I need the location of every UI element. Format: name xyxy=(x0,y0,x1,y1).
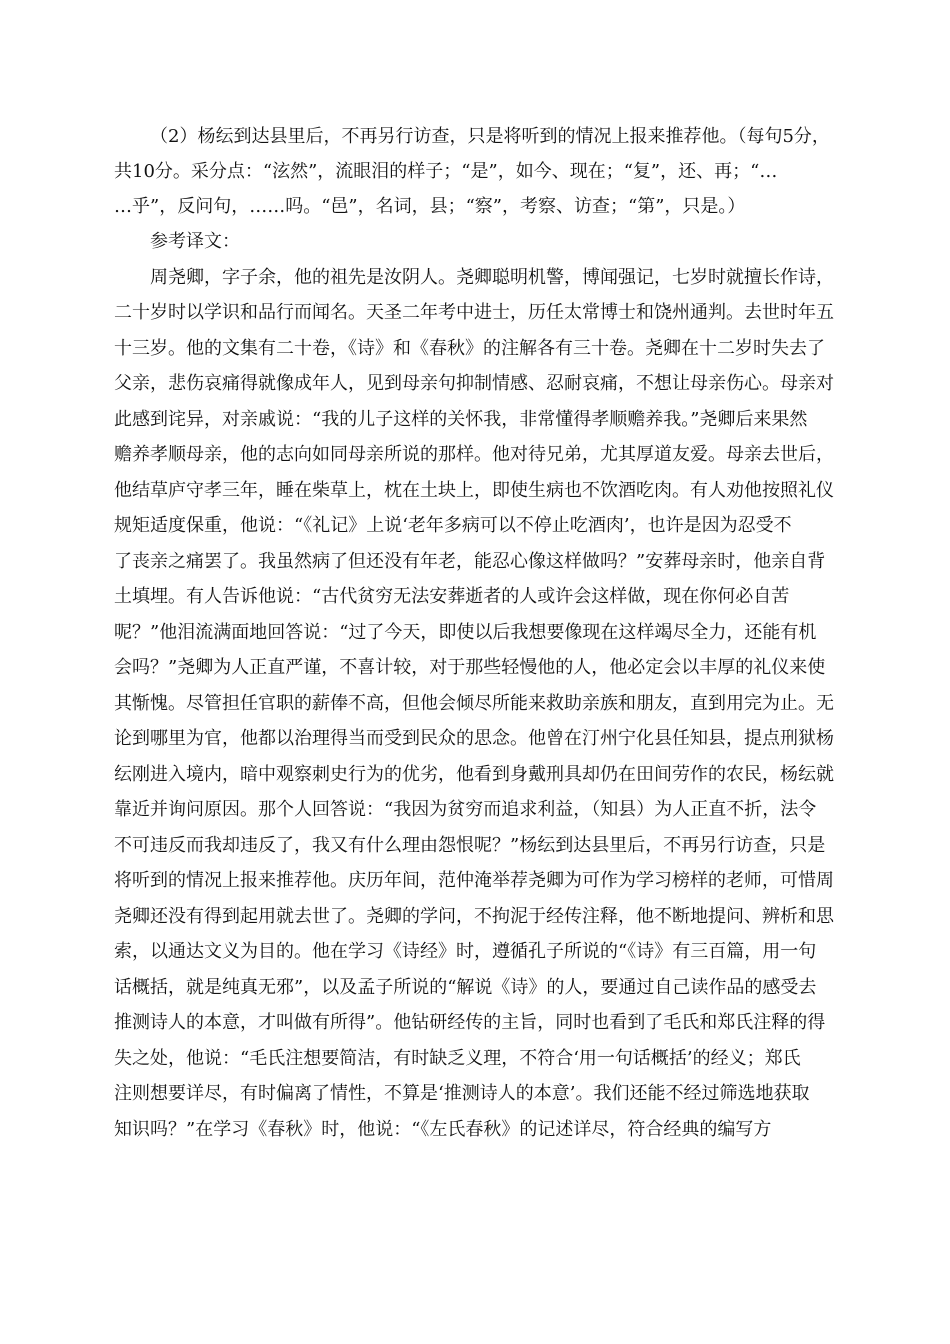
answer-line: 共10分。采分点：“泫然”，流眼泪的样子；“是”，如今、现在；“复”，还、再；“… xyxy=(114,161,778,182)
translation-line: 推测诗人的本意，才叫做有所得”。他钻研经传的主旨，同时也看到了毛氏和郑氏注释的得 xyxy=(114,1012,826,1033)
translation-line: 他结草庐守孝三年，睡在柴草上，枕在土块上，即使生病也不饮酒吃肉。有人劝他按照礼仪 xyxy=(114,480,834,501)
translation-line: 尧卿还没有得到起用就去世了。尧卿的学问，不拘泥于经传注释，他不断地提问、辨析和思 xyxy=(114,906,834,927)
translation-line: 将听到的情况上报来推荐他。庆历年间，范仲淹举荐尧卿为可作为学习榜样的老师，可惜周 xyxy=(114,870,834,891)
translation-line: 不可违反而我却违反了，我又有什么理由怨恨呢？”杨纭到达县里后，不再另行访查，只是 xyxy=(114,835,826,856)
translation-line: 失之处，他说：“毛氏注想要简洁，有时缺乏义理，不符合‘用一句话概括’的经义；郑氏 xyxy=(114,1048,801,1069)
translation-line: 赡养孝顺母亲，他的志向如同母亲所说的那样。他对待兄弟，尤其厚道友爱。母亲去世后， xyxy=(114,444,834,465)
translation-line: 纭刚进入境内，暗中观察刺史行为的优劣，他看到身戴刑具却仍在田间劳作的农民，杨纭就 xyxy=(114,764,834,785)
translation-line: 二十岁时以学识和品行而闻名。天圣二年考中进士，历任太常博士和饶州通判。去世时年五 xyxy=(114,302,834,323)
answer-line: （2）杨纭到达县里后，不再另行访查，只是将听到的情况上报来推荐他。（每句5分， xyxy=(150,126,830,147)
translation-line: 索，以通达文义为目的。他在学习《诗经》时，遵循孔子所说的“《诗》有三百篇，用一句 xyxy=(114,941,817,962)
translation-line: 十三岁。他的文集有二十卷，《诗》和《春秋》的注解各有三十卷。尧卿在十二岁时失去了 xyxy=(114,338,825,359)
translation-line: 了丧亲之痛罢了。我虽然病了但还没有年老，能忍心像这样做吗？”安葬母亲时，他亲自背 xyxy=(114,551,826,572)
translation-line: 靠近并询问原因。那个人回答说：“我因为贫穷而追求利益，（知县）为人正直不折，法令 xyxy=(114,799,817,820)
translation-line: 注则想要详尽，有时偏离了情性，不算是‘推测诗人的本意’。我们还能不经过筛选地获取 xyxy=(114,1083,810,1104)
translation-line: 周尧卿，字子余，他的祖先是汝阴人。尧卿聪明机警，博闻强记，七岁时就擅长作诗， xyxy=(150,267,834,288)
translation-line: 此感到诧异，对亲戚说：“我的儿子这样的关怀我，非常懂得孝顺赡养我。”尧卿后来果然 xyxy=(114,409,808,430)
translation-line: 话概括，就是纯真无邪”，以及孟子所说的“解说《诗》的人，要通过自己读作品的感受去 xyxy=(114,977,817,998)
translation-line: 规矩适度保重，他说：“《礼记》上说‘老年多病可以不停止吃酒肉’，也许是因为忍受不 xyxy=(114,515,792,536)
translation-line: 知识吗？”在学习《春秋》时，他说：“《左氏春秋》的记述详尽，符合经典的编写方 xyxy=(114,1119,772,1140)
translation-heading: 参考译文： xyxy=(150,231,240,252)
translation-line: 其惭愧。尽管担任官职的薪俸不高，但他会倾尽所能来救助亲族和朋友，直到用完为止。无 xyxy=(114,693,834,714)
translation-line: 土填埋。有人告诉他说：“古代贫穷无法安葬逝者的人或许会这样做，现在你何必自苦 xyxy=(114,586,790,607)
answer-line: …乎”，反问句，……吗。“邑”，名词，县；“察”，考察、访查；“第”，只是。） xyxy=(114,196,746,217)
translation-line: 论到哪里为官，他都以治理得当而受到民众的思念。他曾在汀州宁化县任知县，提点刑狱杨 xyxy=(114,728,834,749)
translation-line: 会吗？”尧卿为人正直严谨，不喜计较，对于那些轻慢他的人，他必定会以丰厚的礼仪来使 xyxy=(114,657,826,678)
translation-line: 呢？”他泪流满面地回答说：“过了今天，即使以后我想要像现在这样竭尽全力，还能有机 xyxy=(114,622,817,643)
translation-line: 父亲，悲伤哀痛得就像成年人，见到母亲句抑制情感、忍耐哀痛，不想让母亲伤心。母亲对 xyxy=(114,373,834,394)
